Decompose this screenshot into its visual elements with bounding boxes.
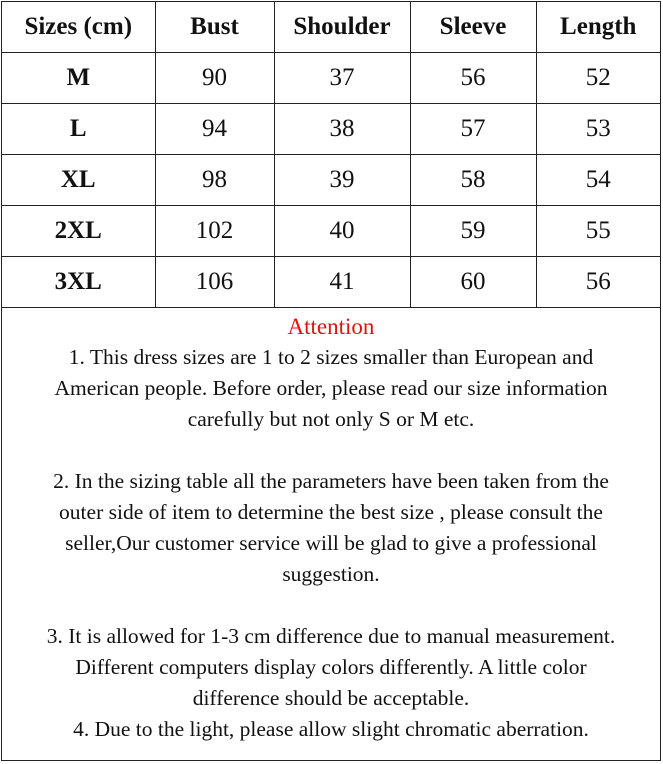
- size-cell: XL: [2, 155, 155, 206]
- length-cell: 52: [536, 53, 660, 104]
- size-cell: L: [2, 104, 155, 155]
- spacer: [2, 590, 660, 621]
- attention-heading: Attention: [287, 314, 375, 339]
- table-header-row: [2, 2, 660, 53]
- size-chart: [1, 1, 661, 761]
- sleeve-cell: 60: [410, 257, 536, 308]
- bust-cell: 98: [155, 155, 274, 206]
- bust-cell: 90: [155, 53, 274, 104]
- header-sleeve: Sleeve: [410, 2, 536, 53]
- size-cell: M: [2, 53, 155, 104]
- header-shoulder: Shoulder: [274, 2, 410, 53]
- length-cell: 53: [536, 104, 660, 155]
- shoulder-cell: 39: [274, 155, 410, 206]
- header-bust: Bust: [155, 2, 274, 53]
- size-cell: 3XL: [2, 257, 155, 308]
- header-sizes: Sizes (cm): [2, 2, 155, 53]
- note-line: seller,Our customer service will be glad to give a professional: [65, 531, 597, 555]
- table-row: [2, 53, 660, 104]
- shoulder-cell: 40: [274, 206, 410, 257]
- note-2: [2, 466, 660, 590]
- note-line: 2. In the sizing table all the parameters have been taken from the: [53, 469, 609, 493]
- note-1: [2, 342, 660, 435]
- length-cell: 55: [536, 206, 660, 257]
- note-line: carefully but not only S or M etc.: [187, 407, 475, 431]
- shoulder-cell: 41: [274, 257, 410, 308]
- header-length: Length: [536, 2, 660, 53]
- note-line: outer side of item to determine the best size , please consult the: [59, 500, 603, 524]
- note-4: [2, 714, 660, 745]
- note-line: 4. Due to the light, please allow slight chromatic aberration.: [73, 717, 589, 741]
- bust-cell: 106: [155, 257, 274, 308]
- note-line: American people. Before order, please read our size information: [54, 376, 608, 400]
- sleeve-cell: 57: [410, 104, 536, 155]
- note-line: difference should be acceptable.: [192, 686, 470, 710]
- notes-section: [2, 308, 660, 745]
- note-line: 3. It is allowed for 1-3 cm difference due to manual measurement.: [46, 624, 616, 648]
- bust-cell: 94: [155, 104, 274, 155]
- shoulder-cell: 38: [274, 104, 410, 155]
- size-table: [2, 2, 660, 308]
- shoulder-cell: 37: [274, 53, 410, 104]
- table-row: [2, 206, 660, 257]
- sleeve-cell: 59: [410, 206, 536, 257]
- sleeve-cell: 56: [410, 53, 536, 104]
- length-cell: 56: [536, 257, 660, 308]
- length-cell: 54: [536, 155, 660, 206]
- bust-cell: 102: [155, 206, 274, 257]
- size-cell: 2XL: [2, 206, 155, 257]
- table-row: [2, 257, 660, 308]
- table-row: [2, 155, 660, 206]
- note-line: suggestion.: [282, 562, 380, 586]
- spacer: [2, 435, 660, 466]
- table-row: [2, 104, 660, 155]
- note-3: [2, 621, 660, 714]
- sleeve-cell: 58: [410, 155, 536, 206]
- note-line: Different computers display colors differently. A little color: [75, 655, 587, 679]
- note-line: 1. This dress sizes are 1 to 2 sizes smaller than European and: [68, 345, 594, 369]
